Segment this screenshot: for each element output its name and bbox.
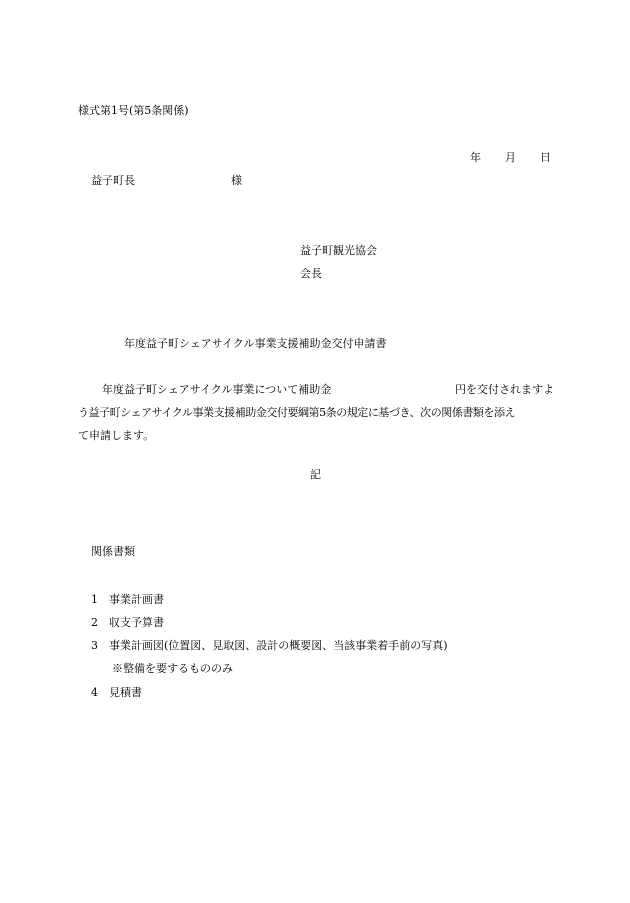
related-docs-heading: 関係書類	[91, 545, 135, 558]
date-day-label: 日	[540, 151, 551, 164]
body-line-3: て申請します。	[78, 429, 155, 442]
addressee-honorific: 様	[231, 174, 242, 187]
body-line-2: う益子町シェアサイクル事業支援補助金交付要綱第5条の規定に基づき、次の関係書類を添え	[78, 406, 516, 419]
form-number: 様式第1号(第5条関係)	[78, 104, 189, 117]
addressee-name: 益子町長	[91, 174, 135, 187]
document-title: 年度益子町シェアサイクル事業支援補助金交付申請書	[124, 337, 387, 350]
item-number: 3	[91, 639, 98, 652]
item-number: 1	[91, 593, 98, 606]
item-number: 4	[91, 686, 98, 699]
applicant-title: 会長	[300, 267, 322, 280]
item-number: 2	[91, 616, 98, 629]
item-text: 事業計画図(位置図、見取図、設計の概要図、当該事業着手前の写真)	[109, 639, 448, 652]
body-line-1a: 年度益子町シェアサイクル事業について補助金	[102, 383, 332, 396]
body-line-1b: 円を交付されますよ	[455, 383, 554, 396]
item-text: 事業計画書	[109, 593, 164, 606]
item-text: 収支予算書	[109, 616, 164, 629]
date-year-label: 年	[470, 151, 481, 164]
item-text: 見積書	[109, 686, 142, 699]
ki-mark: 記	[310, 468, 321, 481]
applicant-org: 益子町観光協会	[300, 244, 377, 257]
date-month-label: 月	[505, 151, 516, 164]
item-note: ※整備を要するもののみ	[112, 662, 233, 675]
